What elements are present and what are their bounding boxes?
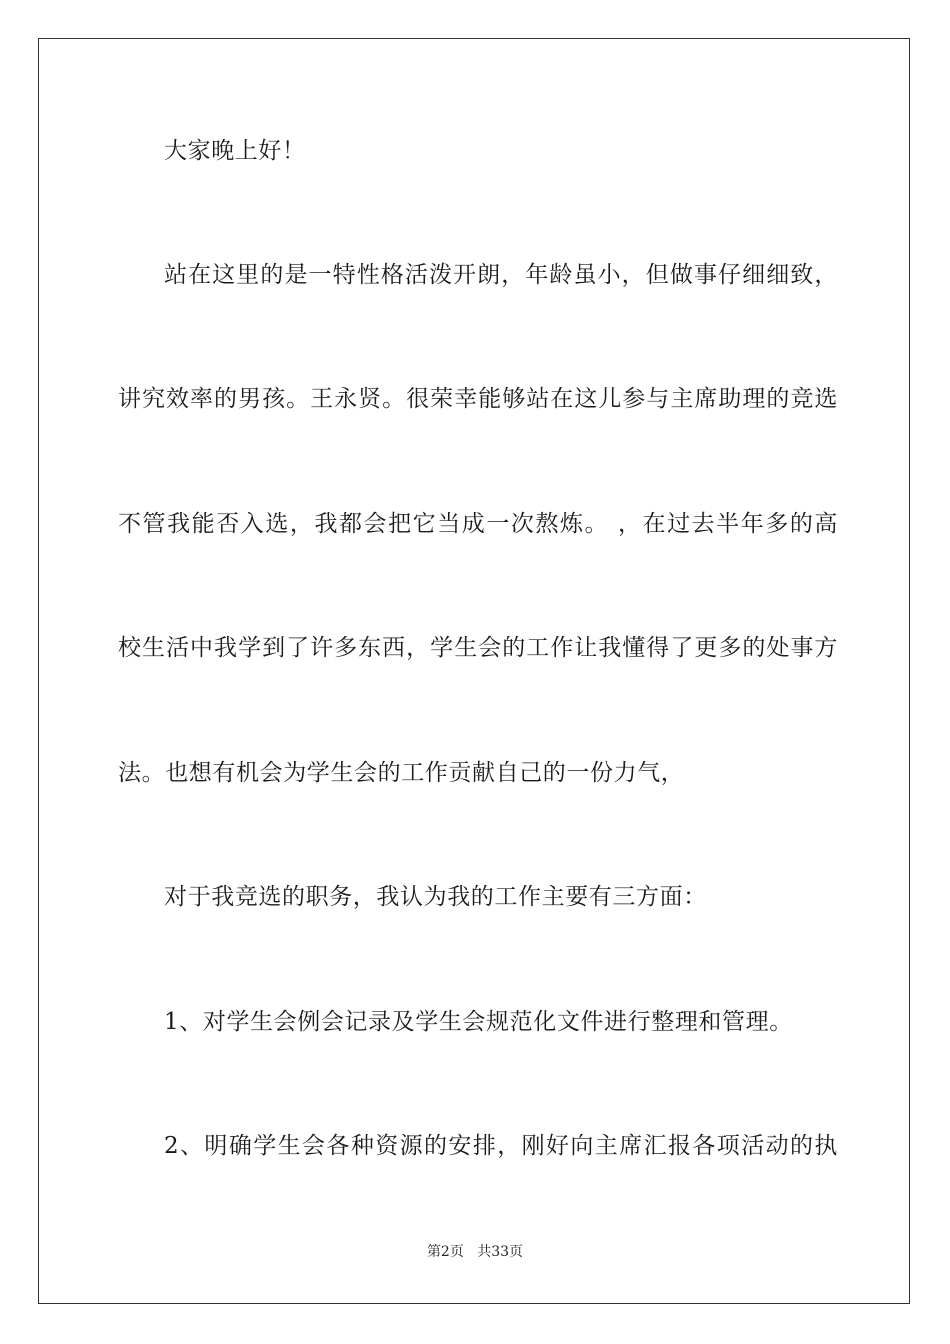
text-line: 讲究效率的男孩。王永贤。很荣幸能够站在这儿参与主席助理的竞选 [118, 386, 838, 412]
text-line-greeting: 大家晚上好！ [164, 138, 306, 164]
text-line-intro: 站在这里的是一特性格活泼开朗，年龄虽小，但做事仔细细致， [164, 262, 838, 288]
page-number: 第2页 [426, 1244, 464, 1260]
page-total: 共33页 [477, 1244, 524, 1260]
list-item-1: 1、对学生会例会记录及学生会规范化文件进行整理和管理。 [164, 1009, 793, 1035]
text-line-duties-intro: 对于我竞选的职务，我认为我的工作主要有三方面： [164, 884, 707, 910]
text-line: 校生活中我学到了许多东西，学生会的工作让我懂得了更多的处事方 [118, 635, 838, 661]
text-line: 不管我能否入选，我都会把它当成一次熬炼。 ，在过去半年多的高 [118, 511, 838, 537]
text-line: 法。也想有机会为学生会的工作贡献自己的一份力气， [118, 760, 685, 786]
page-border [38, 38, 910, 1304]
page-footer [0, 1242, 950, 1262]
list-item-2: 2、明确学生会各种资源的安排，刚好向主席汇报各项活动的执 [164, 1133, 838, 1159]
